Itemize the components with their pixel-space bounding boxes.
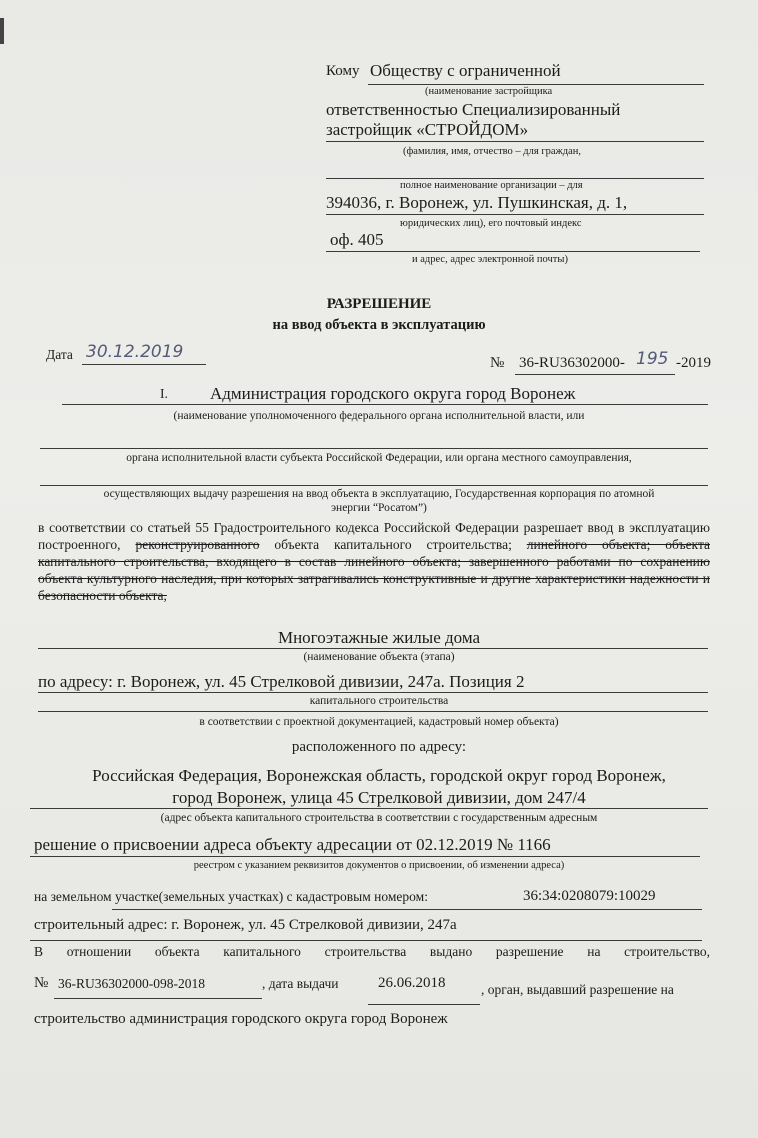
cadastral-number: 36:34:0208079:10029 — [523, 888, 656, 904]
authority-caption4: энергии “Росатом”) — [331, 502, 427, 514]
object-caption-docs: в соответствии с проектной документацией, кадастровый номер объекта) — [199, 716, 559, 728]
addressee-caption1: (наименование застройщика — [425, 86, 553, 97]
underline — [40, 448, 708, 449]
land-label: на земельном участке(земельных участках) с кадастровым номером: — [34, 889, 428, 904]
object-caption-name: (наименование объекта (этапа) — [303, 651, 455, 663]
permit-no-label: № — [34, 975, 49, 991]
addressee-line1: Обществу с ограниченной — [370, 61, 561, 80]
underline — [38, 692, 708, 693]
underline — [40, 485, 708, 486]
addressee-caption4: юридических лиц), его почтовый индекс — [400, 218, 582, 229]
komu-label: Кому — [326, 63, 360, 79]
addressee-caption5: и адрес, адрес электронной почты) — [412, 254, 568, 265]
authority-name: Администрация городского округа город Воронеж — [210, 384, 576, 403]
body-paragraph — [38, 519, 710, 604]
body-text-b: объекта капитального строительства; — [274, 537, 512, 552]
underline — [82, 364, 206, 365]
date-label: Дата — [46, 347, 73, 362]
underline — [62, 404, 708, 405]
permit-text: В отношении объекта капитального строительства выдано разрешение на строительство, — [34, 944, 710, 959]
permit-issued-label: , дата выдачи — [262, 976, 339, 991]
date-value: 30.12.2019 — [86, 342, 184, 362]
underline — [38, 648, 708, 649]
authority-caption2: органа исполнительной власти субъекта Российской Федерации, или органа местного самоуправления, — [126, 452, 632, 464]
object-name: Многоэтажные жилые дома — [277, 628, 481, 647]
underline — [326, 178, 704, 179]
addressee-line5: оф. 405 — [330, 230, 384, 249]
location-line2: город Воронеж, улица 45 Стрелковой дивизии, дом 247/4 — [172, 788, 586, 807]
document-subtitle: на ввод объекта в эксплуатацию — [272, 317, 486, 333]
number-handwritten: 195 — [636, 349, 669, 369]
number-suffix: -2019 — [676, 355, 711, 371]
located-label: расположенного по адресу: — [291, 739, 467, 755]
authority-caption1: (наименование уполномоченного федерального органа исполнительной власти, или — [173, 410, 585, 422]
underline — [368, 84, 704, 85]
underline — [112, 909, 702, 910]
underline — [326, 251, 700, 252]
addressee-line2: ответственностью Специализированный — [326, 100, 621, 119]
underline — [30, 856, 700, 857]
underline — [30, 808, 708, 809]
addressee-caption2: (фамилия, имя, отчество – для граждан, — [403, 146, 582, 157]
body-strike-a: реконструированного — [135, 537, 260, 552]
permit-organ-label: , орган, выдавший разрешение на — [481, 982, 674, 997]
addressee-line4: 394036, г. Воронеж, ул. Пушкинская, д. 1, — [326, 193, 628, 212]
underline — [30, 940, 702, 941]
underline — [38, 711, 708, 712]
body-strike-b: линейного объекта; объекта капитального строительства, входящего в состав линейного объекта; завершенного работами по сохранению объекта культурного наследия, при которых затрагивались конструктивные и другие характеристики надежности и безопасности объекта, — [38, 537, 710, 603]
authority-caption3: осуществляющих выдачу разрешения на ввод объекта в эксплуатацию, Государственная корпорация по атомной — [103, 488, 655, 500]
location-caption: (адрес объекта капитального строительства в соответствии с государственным адресным — [160, 812, 598, 824]
underline — [515, 374, 675, 375]
addressee-caption3: полное наименование организации – для — [400, 180, 583, 191]
address-decision: решение о присвоении адреса объекту адресации от 02.12.2019 № 1166 — [34, 835, 551, 854]
permit-number: 36-RU36302000-098-2018 — [58, 976, 205, 991]
body-text: в соответствии со статьей 55 Градостроительного кодекса Российской Федерации разрешает ввод в эксплуатацию построенного, — [38, 520, 710, 552]
object-address: по адресу: г. Воронеж, ул. 45 Стрелковой дивизии, 247а. Позиция 2 — [38, 672, 525, 691]
location-line1: Российская Федерация, Воронежская область, городской округ город Воронеж, — [92, 766, 666, 785]
underline — [54, 998, 262, 999]
page-edge-mark — [0, 18, 4, 44]
underline — [326, 141, 704, 142]
underline — [368, 1004, 480, 1005]
addressee-line3: застройщик «СТРОЙДОМ» — [326, 120, 529, 139]
decision-caption: реестром с указанием реквизитов документов о присвоении, об изменении адреса) — [193, 860, 565, 871]
number-prefix: 36-RU36302000- — [519, 355, 625, 371]
section-roman: I. — [160, 386, 168, 401]
number-label: № — [490, 355, 505, 371]
object-caption-cap: капитального строительства — [309, 695, 449, 707]
permit-organ: строительство администрация городского округа город Воронеж — [34, 1011, 448, 1027]
document-title: РАЗРЕШЕНИЕ — [326, 296, 432, 312]
permit-issued-date: 26.06.2018 — [378, 975, 446, 991]
underline — [326, 214, 704, 215]
building-address: строительный адрес: г. Воронеж, ул. 45 Стрелковой дивизии, 247а — [34, 917, 457, 933]
